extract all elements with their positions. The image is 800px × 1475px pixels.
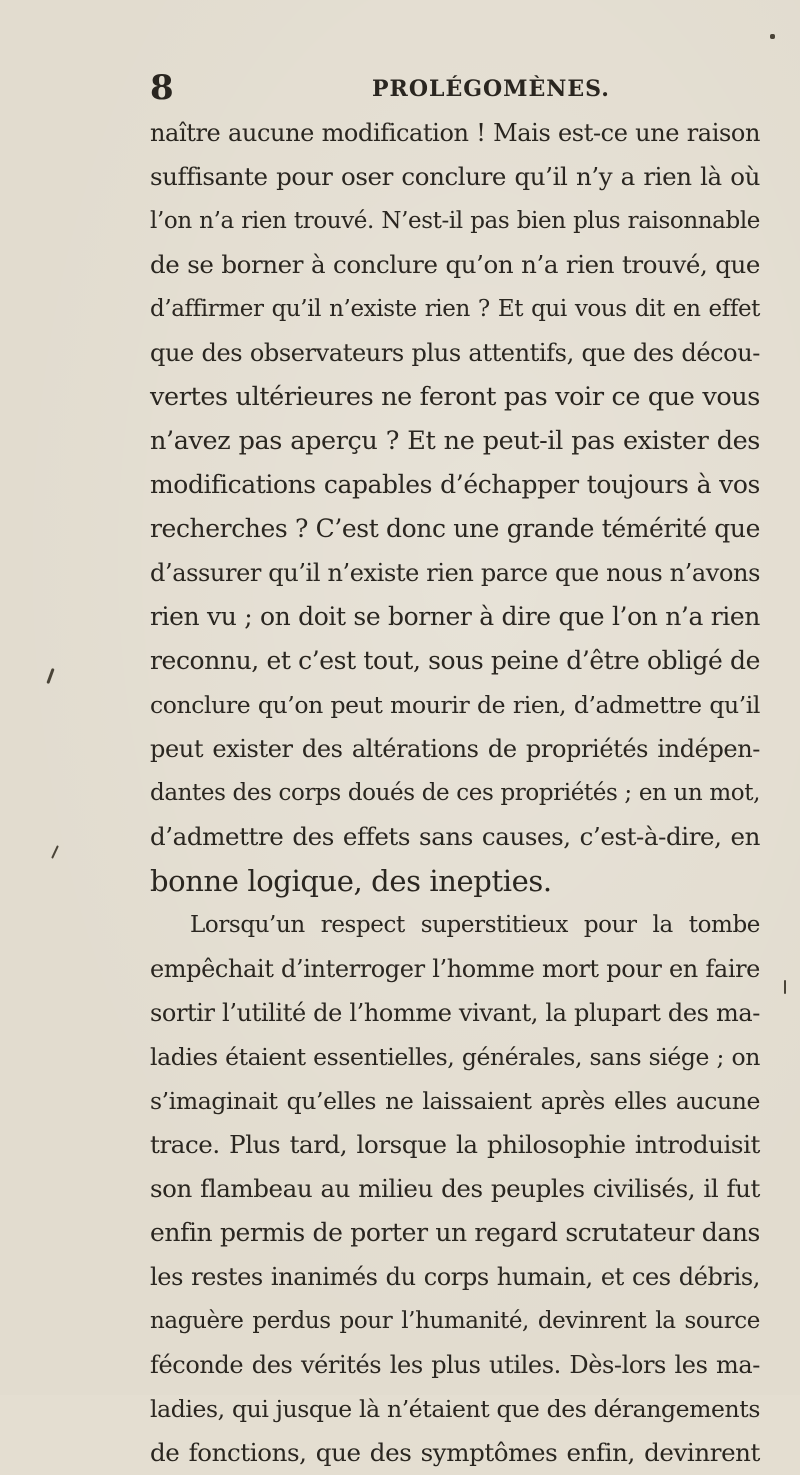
- text-line: naître aucune modification ! Mais est-ce une raison: [150, 119, 760, 147]
- text-line: empêchait d’interroger l’homme mort pour en faire: [150, 955, 760, 983]
- running-head: PROLÉGOMÈNES.: [372, 76, 610, 102]
- text-line: ladies étaient essentielles, générales, sans siége ; on: [150, 1043, 760, 1071]
- margin-mark: [46, 668, 54, 684]
- text-line: d’assurer qu’il n’existe rien parce que nous n’avons: [150, 559, 760, 587]
- text-line: rien vu ; on doit se borner à dire que l’on n’a rien: [150, 602, 760, 631]
- margin-mark: [784, 980, 786, 994]
- text-line: vertes ultérieures ne feront pas voir ce que vous: [150, 382, 760, 412]
- text-line: trace. Plus tard, lorsque la philosophie introduisit: [150, 1130, 760, 1159]
- text-line: suffisante pour oser conclure qu’il n’y a rien là où: [150, 162, 760, 191]
- text-line: d’admettre des effets sans causes, c’est-à-dire, en: [150, 822, 760, 851]
- text-line: sortir l’utilité de l’homme vivant, la plupart des ma-: [150, 999, 760, 1027]
- text-line: les restes inanimés du corps humain, et ces débris,: [150, 1263, 760, 1291]
- text-line: de fonctions, que des symptômes enfin, devinrent: [150, 1438, 760, 1467]
- text-line: de se borner à conclure qu’on n’a rien trouvé, que: [150, 250, 760, 279]
- page-number: 8: [150, 68, 174, 108]
- text-line: l’on n’a rien trouvé. N’est-il pas bien plus raisonnable: [150, 208, 760, 234]
- paragraph-start-line: Lorsqu’un respect superstitieux pour la tombe: [190, 912, 760, 938]
- text-line: ladies, qui jusque là n’étaient que des dérangements: [150, 1395, 760, 1423]
- text-line: féconde des vérités les plus utiles. Dès-lors les ma-: [150, 1351, 760, 1379]
- text-line: que des observateurs plus attentifs, que des décou-: [150, 339, 760, 367]
- text-line: dantes des corps doués de ces propriétés ; en un mot,: [150, 780, 760, 806]
- text-line: recherches ? C’est donc une grande témérité que: [150, 514, 760, 543]
- text-line: s’imaginait qu’elles ne laissaient après elles aucune: [150, 1087, 760, 1115]
- margin-mark: [770, 34, 775, 39]
- body-text: [150, 111, 760, 1475]
- text-line: conclure qu’on peut mourir de rien, d’admettre qu’il: [150, 691, 760, 719]
- text-line: son flambeau au milieu des peuples civilisés, il fut: [150, 1174, 760, 1203]
- text-line: peut exister des altérations de propriétés indépen-: [150, 735, 760, 763]
- text-line: modifications capables d’échapper toujours à vos: [150, 470, 760, 499]
- page-header: [150, 68, 760, 108]
- text-line: reconnu, et c’est tout, sous peine d’être obligé de: [150, 646, 760, 675]
- margin-mark: [51, 845, 59, 859]
- text-line: naguère perdus pour l’humanité, devinrent la source: [150, 1308, 760, 1334]
- text-line: enfin permis de porter un regard scrutateur dans: [150, 1218, 760, 1247]
- text-line: d’affirmer qu’il n’existe rien ? Et qui vous dit en effet: [150, 296, 760, 322]
- paragraph-end-line: bonne logique, des inepties.: [150, 864, 552, 898]
- text-line: n’avez pas aperçu ? Et ne peut-il pas exister des: [150, 426, 760, 456]
